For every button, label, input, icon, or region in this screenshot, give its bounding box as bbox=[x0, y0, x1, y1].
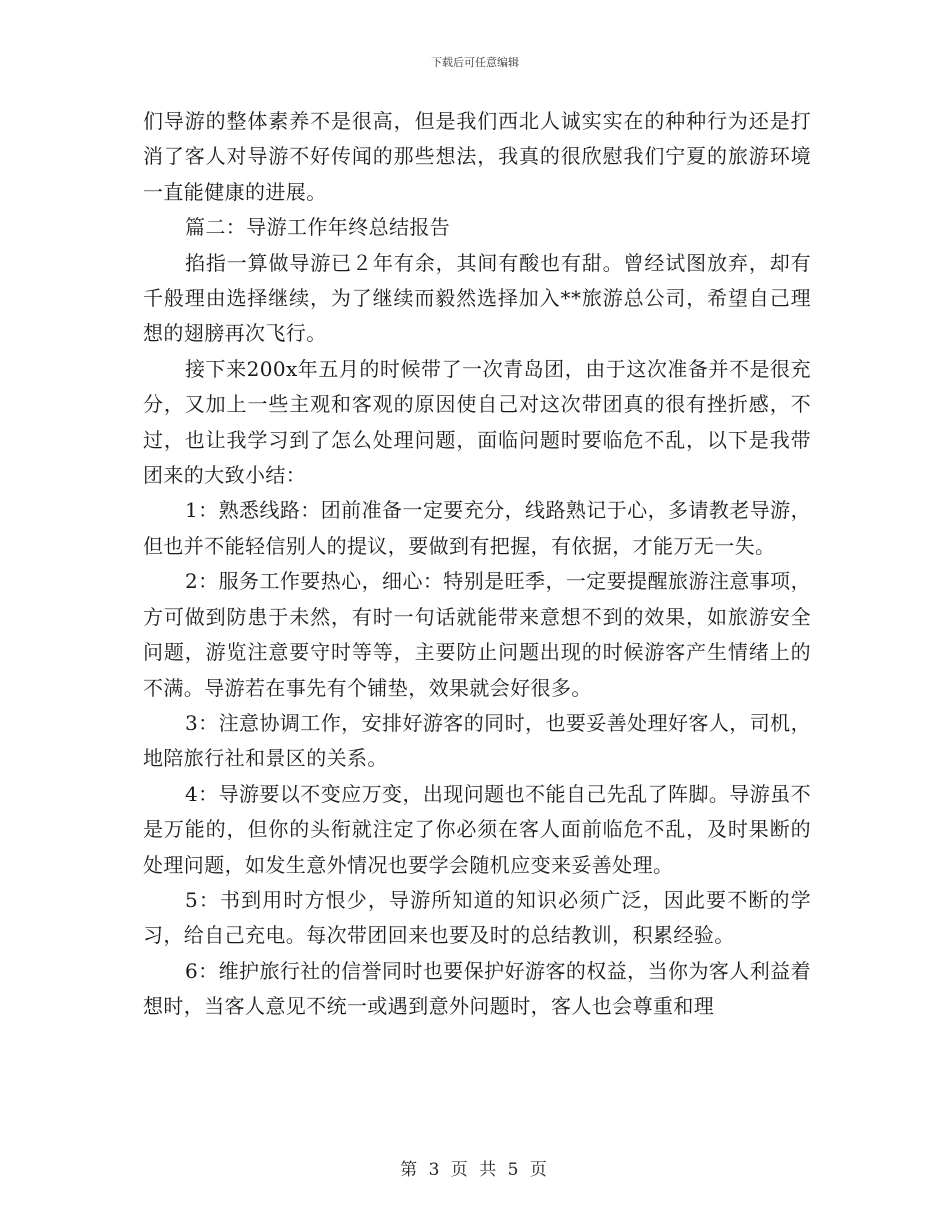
paragraph-continuation: 们导游的整体素养不是很高，但是我们西北人诚实实在的种种行为还是打消了客人对导游不好传闻的那些想法，我真的很欣慰我们宁夏的旅游环境一直能健康的进展。 bbox=[143, 109, 811, 204]
document-body bbox=[143, 104, 811, 1025]
page-header: 下载后可任意编辑 bbox=[431, 56, 519, 69]
paragraph-intro: 掐指一算做导游已２年有余，其间有酸也有甜。曾经试图放弃，却有千般理由选择继续，为了继续而毅然选择加入**旅游总公司，希望自己理想的翅膀再次飞行。 bbox=[143, 250, 811, 346]
list-item-4: 4：导游要以不变应万变，出现问题也不能自己先乱了阵脚。导游虽不是万能的，但你的头衔就注定了你必须在客人面前临危不乱，及时果断的处理问题，如发生意外情况也要学会随机应变来妥善处理。 bbox=[143, 781, 811, 877]
list-item-5: 5：书到用时方恨少，导游所知道的知识必须广泛，因此要不断的学习，给自己充电。每次带团回来也要及时的总结教训，积累经验。 bbox=[143, 887, 811, 948]
list-item-1: 1：熟悉线路：团前准备一定要充分，线路熟记于心，多请教老导游，但也并不能轻信别人的提议，要做到有把握，有依据，才能万无一失。 bbox=[143, 498, 811, 558]
page-footer: 第 3 页 共 5 页 bbox=[400, 1160, 550, 1180]
section-heading: 篇二：导游工作年终总结报告 bbox=[185, 215, 451, 240]
list-item-2: 2：服务工作要热心，细心：特别是旺季，一定要提醒旅游注意事项，方可做到防患于未然，有时一句话就能带来意想不到的效果，如旅游安全问题，游览注意要守时等等，主要防止问题出现的时候游客产生情绪上的不满。导游若在事先有个铺垫，效果就会好很多。 bbox=[143, 569, 811, 700]
paragraph-tour-story: 接下来200x年五月的时候带了一次青岛团，由于这次准备并不是很充分，又加上一些主观和客观的原因使自己对这次带团真的很有挫折感，不过，也让我学习到了怎么处理问题，面临问题时要临危不乱，以下是我带团来的大致小结： bbox=[143, 356, 811, 488]
list-item-3: 3：注意协调工作，安排好游客的同时，也要妥善处理好客人，司机，地陪旅行社和景区的关系。 bbox=[143, 710, 811, 771]
list-item-6: 6：维护旅行社的信誉同时也要保护好游客的权益，当你为客人利益着想时，当客人意见不统一或遇到意外问题时，客人也会尊重和理 bbox=[143, 958, 811, 1019]
